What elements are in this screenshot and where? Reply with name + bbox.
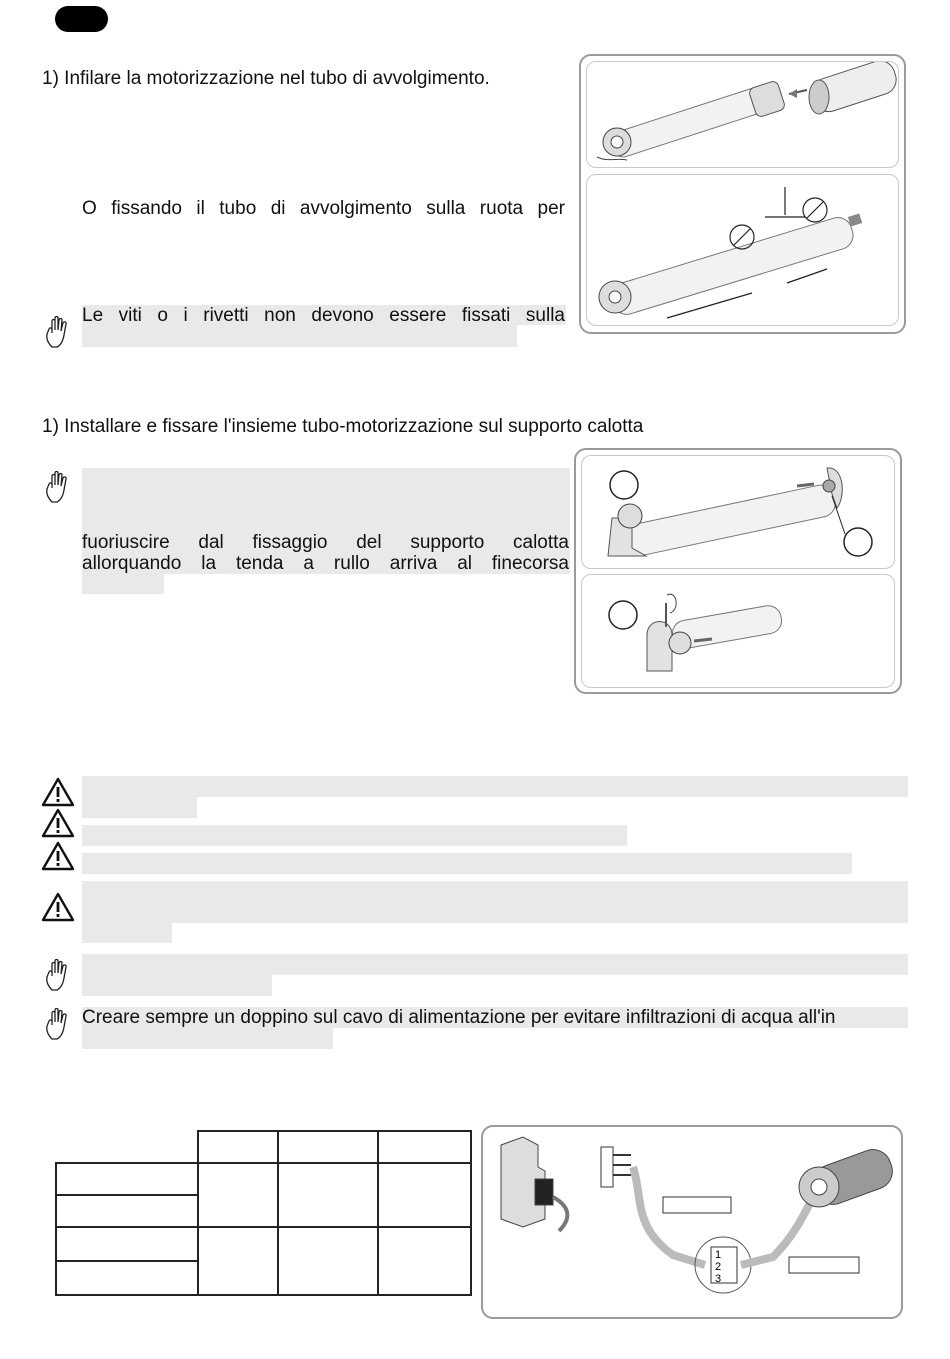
warning-block-2 (82, 825, 627, 846)
note-detach-line-1: fuoriuscire dal fissaggio del supporto calotta (82, 532, 569, 553)
warning-block-3 (82, 853, 852, 874)
figure-wiring-diagram (481, 1125, 903, 1319)
hand-icon (43, 470, 73, 504)
option-fix-tube-text: O fissando il tubo di avvolgimento sulla ruota per (82, 198, 565, 219)
hand-icon (43, 958, 73, 992)
figure-panel-fixing (586, 174, 899, 326)
terminal-1-label: 1 (715, 1249, 722, 1261)
warning-triangle-icon (41, 808, 75, 838)
step-1-insert-motor: 1) Infilare la motorizzazione nel tubo di avvolgimento. (42, 68, 490, 89)
figure-panel-insert (586, 61, 899, 168)
figure-bracket-install (574, 448, 902, 694)
terminal-3-label: 3 (715, 1273, 722, 1285)
warning-block-1 (82, 776, 908, 797)
step-1-install-tube: 1) Installare e fissare l'insieme tubo-motorizzazione sul supporto calotta (42, 416, 644, 437)
figure-panel-mount (581, 455, 895, 569)
warning-block-4 (82, 881, 908, 923)
terminal-2-label: 2 (715, 1261, 722, 1273)
hand-icon (43, 315, 73, 349)
wiring-table (55, 1130, 472, 1296)
figure-motor-insertion (579, 54, 906, 334)
warning-triangle-icon (41, 777, 75, 807)
warning-triangle-icon (41, 841, 75, 871)
figure-panel-remove (581, 574, 895, 688)
note-block-1 (82, 954, 908, 975)
note-screws-text: Le viti o i rivetti non devono essere fissati sulla (82, 305, 565, 326)
note-cable-loop-text: Creare sempre un doppino sul cavo di alimentazione per evitare infiltrazioni di acqua all'in (82, 1007, 836, 1028)
hand-icon (43, 1007, 73, 1041)
note-detach-line-2: allorquando la tenda a rullo arriva al finecorsa (82, 553, 569, 574)
warning-triangle-icon (41, 892, 75, 922)
header-badge (55, 6, 108, 32)
